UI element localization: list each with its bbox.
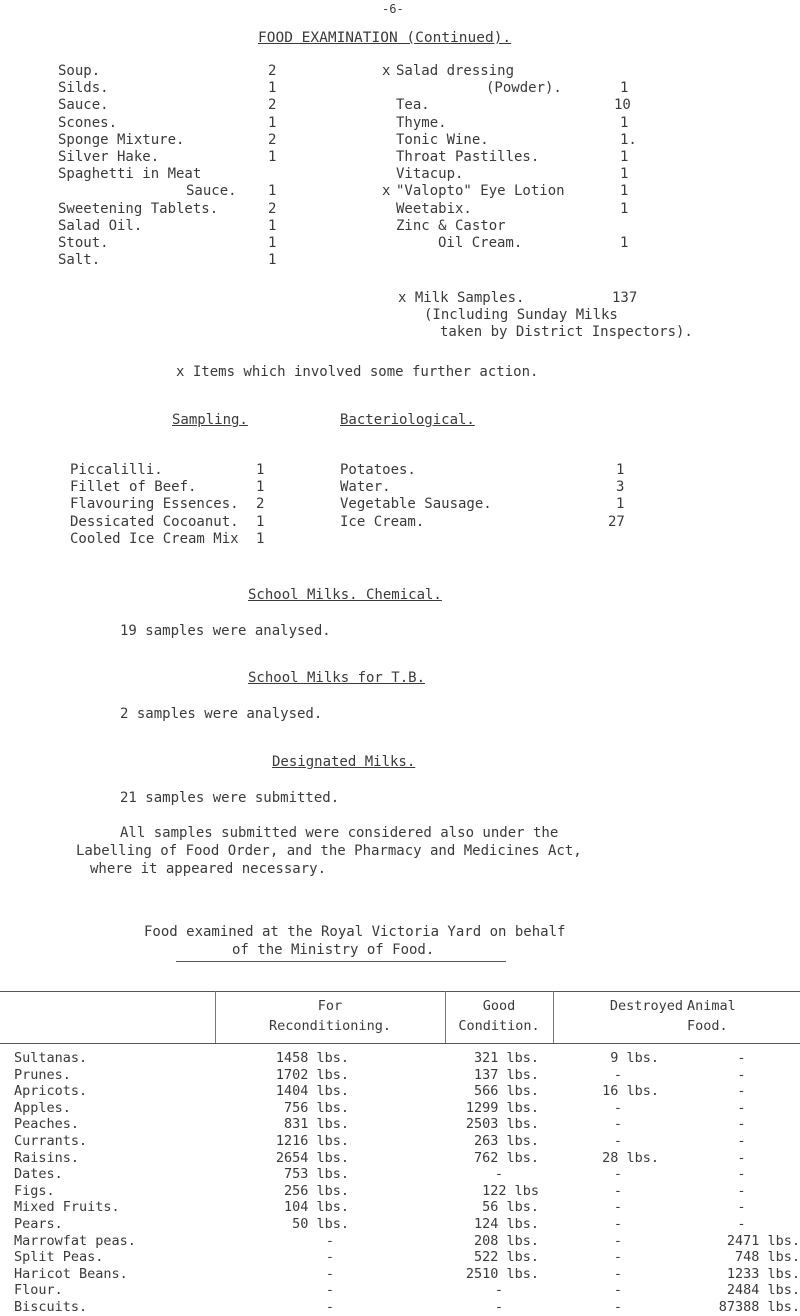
bacteriological-item-count: 3 <box>616 479 625 496</box>
good-condition-cell: 122 lbs <box>482 1182 539 1199</box>
item-name: Haricot Beans. <box>14 1265 128 1282</box>
right-item-name: Throat Pastilles. <box>396 149 540 165</box>
sampling-item-count: 2 <box>256 496 265 513</box>
sampling-title: Sampling. <box>172 412 248 428</box>
bacteriological-item-name: Vegetable Sausage. <box>340 496 492 513</box>
left-item-count: 1 <box>268 217 277 234</box>
table-row <box>0 1133 800 1150</box>
destroyed-cell: - <box>613 1265 623 1282</box>
left-item-name: Sauce. <box>186 183 237 200</box>
animal-food-cell: 748 lbs. <box>734 1249 800 1266</box>
animal-food-cell: 2471 lbs. <box>726 1232 800 1249</box>
left-item-count: 2 <box>268 63 277 79</box>
animal-food-cell: - <box>737 1050 746 1066</box>
milk-samples-label: x Milk Samples. <box>398 290 525 306</box>
destroyed-cell: - <box>613 1215 623 1232</box>
school-milks-tb-text: 2 samples were analysed. <box>120 706 323 722</box>
item-name: Apricots. <box>14 1083 88 1100</box>
reconditioning-cell: - <box>325 1249 335 1266</box>
left-item-name: Sponge Mixture. <box>58 131 185 148</box>
good-condition-cell: - <box>494 1298 504 1315</box>
animal-food-cell: - <box>737 1099 746 1116</box>
item-name: Currants. <box>14 1132 88 1149</box>
table-row <box>0 1116 800 1133</box>
reconditioning-cell: 256 lbs. <box>283 1182 349 1199</box>
reconditioning-cell: 1216 lbs. <box>275 1132 349 1149</box>
good-condition-cell: 208 lbs. <box>473 1232 539 1249</box>
sampling-item-name: Dessicated Cocoanut. <box>70 513 239 530</box>
ministry-heading-underline <box>176 961 506 962</box>
item-name: Apples. <box>14 1099 71 1116</box>
reconditioning-cell: - <box>325 1232 335 1249</box>
item-mark: x <box>382 183 391 200</box>
table-row <box>0 1199 800 1216</box>
food-table <box>0 990 800 1316</box>
right-item-name: Oil Cream. <box>438 235 523 251</box>
destroyed-cell: 9 lbs. <box>610 1050 659 1066</box>
sampling-item-name: Piccalilli. <box>70 462 163 478</box>
animal-food-cell: - <box>737 1132 746 1149</box>
designated-milks-title: Designated Milks. <box>272 754 416 770</box>
table-column-divider <box>553 991 554 1043</box>
right-item-count: 1 <box>620 235 629 251</box>
item-name: Dates. <box>14 1166 63 1183</box>
left-item-name: Silver Hake. <box>58 149 160 165</box>
left-item-name: Salt. <box>58 252 101 269</box>
left-item-name: Sweetening Tablets. <box>58 200 219 217</box>
reconditioning-cell: 1458 lbs. <box>275 1050 349 1066</box>
destroyed-cell: - <box>613 1066 623 1083</box>
bacteriological-item-count: 27 <box>608 513 625 530</box>
left-item-count: 2 <box>268 131 277 148</box>
sampling-item-count: 1 <box>256 479 265 496</box>
destroyed-cell: - <box>613 1099 623 1116</box>
right-item-name: "Valopto" Eye Lotion <box>396 183 565 200</box>
destroyed-cell: - <box>613 1249 623 1266</box>
destroyed-cell: - <box>613 1298 623 1315</box>
table-row <box>0 1150 800 1167</box>
header-reconditioning: For Reconditioning. <box>269 998 391 1034</box>
animal-food-cell: - <box>737 1116 746 1133</box>
right-item-count: 10 <box>614 97 631 114</box>
right-item-count: 1 <box>620 114 629 131</box>
sampling-item-name: Fillet of Beef. <box>70 479 197 496</box>
sampling-item-count: 1 <box>256 530 265 547</box>
table-row <box>0 1282 800 1299</box>
left-item-count: 1 <box>268 149 277 165</box>
right-item-name: Tonic Wine. <box>396 131 489 148</box>
designated-milks-text: 21 samples were submitted. <box>120 790 340 806</box>
bacteriological-title: Bacteriological. <box>340 412 475 428</box>
good-condition-cell: 321 lbs. <box>473 1050 539 1066</box>
table-row <box>0 1299 800 1316</box>
reconditioning-cell: 104 lbs. <box>283 1199 349 1216</box>
labelling-paragraph-line2: Labelling of Food Order, and the Pharmacy and Medicines Act, <box>76 843 582 859</box>
bacteriological-item-count: 1 <box>616 496 625 513</box>
destroyed-cell: - <box>613 1182 623 1199</box>
animal-food-cell: - <box>737 1166 746 1183</box>
item-name: Sultanas. <box>14 1050 88 1066</box>
sampling-item-count: 1 <box>256 462 265 478</box>
header-good-condition: Good Condition. <box>458 998 540 1034</box>
destroyed-cell: - <box>613 1116 623 1133</box>
item-name: Flour. <box>14 1282 63 1299</box>
animal-food-cell: - <box>737 1083 746 1100</box>
food-table-body <box>0 1050 800 1316</box>
item-name: Marrowfat peas. <box>14 1232 136 1249</box>
labelling-paragraph-line3: where it appeared necessary. <box>90 861 327 877</box>
sampling-item-count: 1 <box>256 513 265 530</box>
destroyed-cell: - <box>613 1132 623 1149</box>
table-row <box>0 1216 800 1233</box>
milk-samples-note-1: (Including Sunday Milks <box>424 307 618 323</box>
left-item-name: Spaghetti in Meat <box>58 166 202 183</box>
left-item-name: Stout. <box>58 235 109 251</box>
reconditioning-cell: - <box>325 1298 335 1315</box>
sampling-item-name: Cooled Ice Cream Mix <box>70 530 239 547</box>
item-name: Split Peas. <box>14 1249 104 1266</box>
destroyed-cell: - <box>613 1282 623 1299</box>
good-condition-cell: 522 lbs. <box>473 1249 539 1266</box>
item-name: Prunes. <box>14 1066 71 1083</box>
item-name: Biscuits. <box>14 1298 88 1315</box>
table-row <box>0 1266 800 1283</box>
header-blank <box>0 990 215 1050</box>
animal-food-cell: - <box>737 1182 746 1199</box>
page-heading: FOOD EXAMINATION (Continued). <box>258 30 512 46</box>
animal-food-cell: - <box>737 1199 746 1216</box>
food-table-header-row <box>0 990 800 1050</box>
animal-food-cell: 2484 lbs. <box>726 1282 800 1299</box>
right-item-name: Salad dressing <box>396 63 515 79</box>
bacteriological-item-name: Potatoes. <box>340 462 416 478</box>
animal-food-cell: - <box>737 1149 746 1166</box>
good-condition-cell: 263 lbs. <box>473 1132 539 1149</box>
reconditioning-cell: 2654 lbs. <box>275 1149 349 1166</box>
reconditioning-cell: - <box>325 1282 335 1299</box>
ministry-heading-line2: of the Ministry of Food. <box>232 942 435 958</box>
header-animal-food: Animal Food. <box>687 998 736 1034</box>
left-item-name: Sauce. <box>58 97 109 114</box>
left-item-name: Scones. <box>58 114 118 131</box>
ministry-heading-line1: Food examined at the Royal Victoria Yard on behalf <box>144 924 566 940</box>
item-name: Figs. <box>14 1182 55 1199</box>
right-item-count: 1 <box>620 200 629 217</box>
table-row <box>0 1249 800 1266</box>
header-destroyed: Destroyed <box>609 998 683 1014</box>
destroyed-cell: - <box>613 1166 623 1183</box>
reconditioning-cell: 831 lbs. <box>283 1116 349 1133</box>
left-item-count: 1 <box>268 183 277 200</box>
milk-samples-count: 137 <box>612 290 638 306</box>
good-condition-cell: 762 lbs. <box>473 1149 539 1166</box>
right-item-count: 1. <box>620 131 637 148</box>
reconditioning-cell: - <box>325 1265 335 1282</box>
table-header-rule <box>0 1043 800 1044</box>
animal-food-cell: 87388 lbs. <box>718 1298 800 1315</box>
item-name: Raisins. <box>14 1149 80 1166</box>
right-item-name: Tea. <box>396 97 430 114</box>
good-condition-cell: - <box>494 1166 504 1183</box>
table-column-divider <box>215 991 216 1043</box>
table-top-rule <box>0 991 800 992</box>
table-row <box>0 1233 800 1250</box>
left-item-count: 1 <box>268 114 277 131</box>
milk-samples-note-2: taken by District Inspectors). <box>440 324 693 340</box>
good-condition-cell: 137 lbs. <box>473 1066 539 1083</box>
school-milks-tb-title: School Milks for T.B. <box>248 670 426 686</box>
table-row <box>0 1183 800 1200</box>
bacteriological-item-count: 1 <box>616 462 625 478</box>
reconditioning-cell: 50 lbs. <box>292 1215 349 1232</box>
right-item-count: 1 <box>620 183 629 200</box>
footnote: x Items which involved some further action. <box>176 364 539 380</box>
right-item-name: Vitacup. <box>396 166 464 183</box>
table-row <box>0 1050 800 1067</box>
right-item-name: (Powder). <box>486 80 562 97</box>
animal-food-cell: 1233 lbs. <box>726 1265 800 1282</box>
item-name: Pears. <box>14 1215 63 1232</box>
destroyed-cell: - <box>613 1232 623 1249</box>
right-item-count: 1 <box>620 149 629 165</box>
school-milks-chemical-title: School Milks. Chemical. <box>248 587 442 603</box>
good-condition-cell: 566 lbs. <box>473 1083 539 1100</box>
destroyed-cell: 16 lbs. <box>602 1083 659 1100</box>
item-mark: x <box>382 63 391 79</box>
reconditioning-cell: 1702 lbs. <box>275 1066 349 1083</box>
reconditioning-cell: 756 lbs. <box>283 1099 349 1116</box>
reconditioning-cell: 1404 lbs. <box>275 1083 349 1100</box>
table-row <box>0 1067 800 1084</box>
good-condition-cell: 1299 lbs. <box>465 1099 539 1116</box>
good-condition-cell: 56 lbs. <box>482 1199 539 1216</box>
left-item-name: Silds. <box>58 80 109 97</box>
good-condition-cell: 124 lbs. <box>473 1215 539 1232</box>
item-name: Mixed Fruits. <box>14 1199 120 1216</box>
page-number: -6- <box>382 2 404 16</box>
left-item-count: 2 <box>268 97 277 114</box>
table-column-divider <box>445 991 446 1043</box>
left-item-name: Salad Oil. <box>58 217 143 234</box>
bacteriological-item-name: Ice Cream. <box>340 513 425 530</box>
reconditioning-cell: 753 lbs. <box>283 1166 349 1183</box>
good-condition-cell: 2503 lbs. <box>465 1116 539 1133</box>
left-item-count: 1 <box>268 235 277 251</box>
good-condition-cell: 2510 lbs. <box>465 1265 539 1282</box>
right-item-count: 1 <box>620 166 629 183</box>
left-item-count: 1 <box>268 80 277 97</box>
right-item-name: Thyme. <box>396 114 447 131</box>
school-milks-chemical-text: 19 samples were analysed. <box>120 623 331 639</box>
right-item-name: Weetabix. <box>396 200 472 217</box>
left-item-name: Soup. <box>58 63 101 79</box>
right-item-count: 1 <box>620 80 629 97</box>
left-item-count: 2 <box>268 200 277 217</box>
table-row <box>0 1083 800 1100</box>
good-condition-cell: - <box>494 1282 504 1299</box>
animal-food-cell: - <box>737 1066 746 1083</box>
table-row <box>0 1100 800 1117</box>
destroyed-cell: - <box>613 1199 623 1216</box>
animal-food-cell: - <box>737 1215 746 1232</box>
labelling-paragraph-line1: All samples submitted were considered also under the <box>120 825 559 841</box>
right-item-name: Zinc & Castor <box>396 217 506 234</box>
bacteriological-item-name: Water. <box>340 479 391 496</box>
sampling-item-name: Flavouring Essences. <box>70 496 239 513</box>
left-item-count: 1 <box>268 252 277 269</box>
destroyed-cell: 28 lbs. <box>602 1149 659 1166</box>
table-row <box>0 1166 800 1183</box>
item-name: Peaches. <box>14 1116 80 1133</box>
